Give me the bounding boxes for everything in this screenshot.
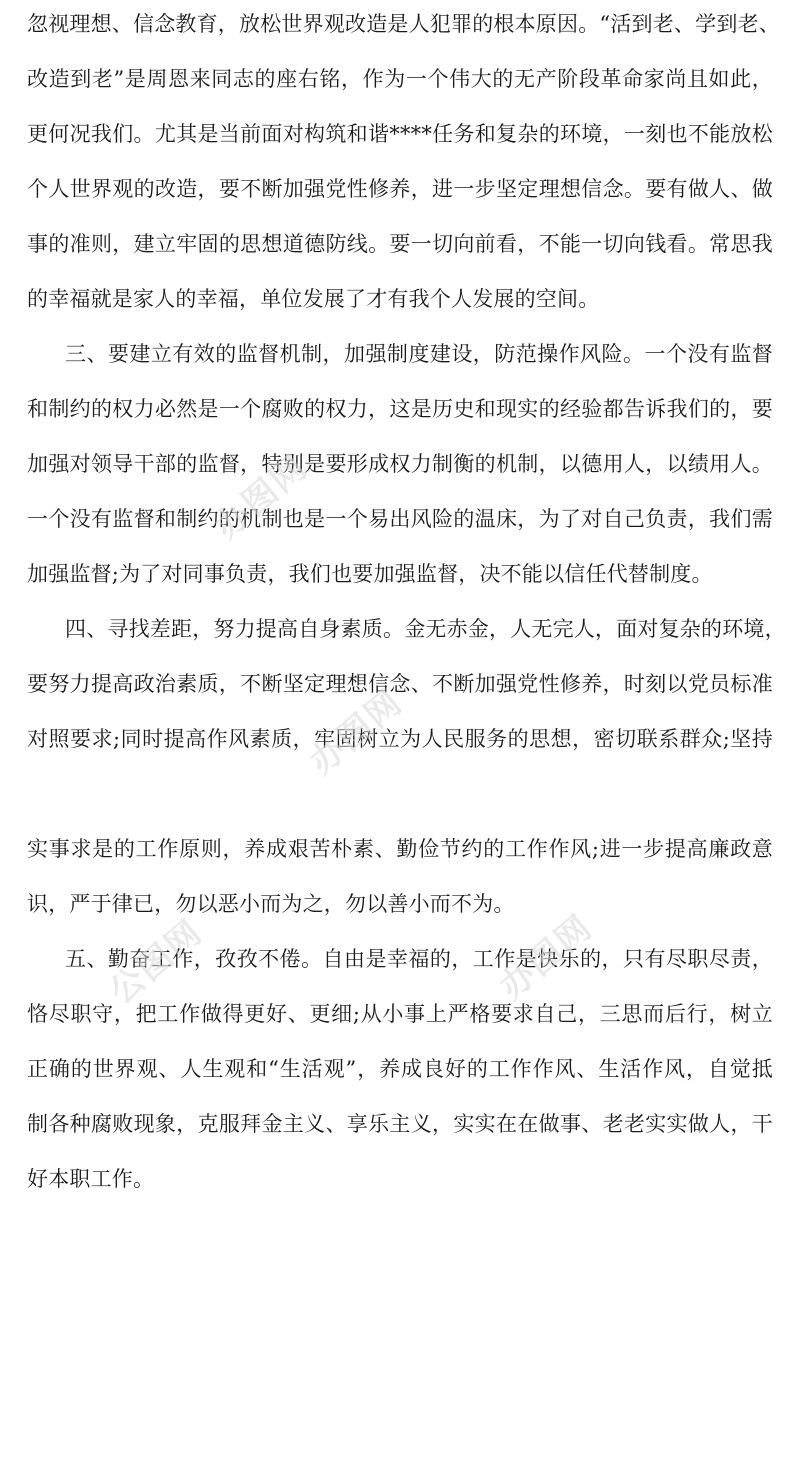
paragraph-line: 改造到老”是周恩来同志的座右铭，作为一个伟大的无产阶段革命家尚且如此， [27,67,773,91]
paragraph-line: 要努力提高政治素质，不断坚定理想信念、不断加强党性修养，时刻以党员标准 [27,672,773,696]
paragraph-line: 制各种腐败现象，克服拜金主义、享乐主义，实实在在做事、老老实实做人，干 [27,1112,773,1136]
paragraph-line: 和制约的权力必然是一个腐败的权力，这是历史和现实的经验都告诉我们的，要 [27,397,773,421]
paragraph-line: 正确的世界观、人生观和“生活观”，养成良好的工作作风、生活作风，自觉抵 [27,1057,773,1081]
watermark-text: 公图网 [102,912,211,1013]
paragraph-line: 更何况我们。尤其是当前面对构筑和谐****任务和复杂的环境，一刻也不能放松 [27,122,773,146]
watermark-text: 办图网 [302,682,411,783]
paragraph-line: 恪尽职守，把工作做得更好、更细;从小事上严格要求自己，三思而后行，树立 [27,1002,773,1026]
paragraph-line: 实事求是的工作原则，养成艰苦朴素、勤俭节约的工作作风;进一步提高廉政意 [27,837,773,861]
paragraph-line: 一个没有监督和制约的机制也是一个易出风险的温床，为了对自己负责，我们需 [27,507,773,531]
paragraph-line: 个人世界观的改造，要不断加强党性修养，进一步坚定理想信念。要有做人、做 [27,177,773,201]
paragraph-line: 加强监督;为了对同事负责，我们也要加强监督，决不能以信任代替制度。 [27,562,713,586]
paragraph-line: 的幸福就是家人的幸福，单位发展了才有我个人发展的空间。 [27,287,600,311]
paragraph-line: 好本职工作。 [27,1167,155,1191]
paragraph-line: 识，严于律已，勿以恶小而为之，勿以善小而不为。 [27,892,515,916]
watermark-text: 办图网 [207,447,316,548]
paragraph-line: 对照要求;同时提高作风素质，牢固树立为人民服务的思想，密切联系群众;坚持 [27,727,773,751]
section-three-line: 三、要建立有效的监督机制，加强制度建设，防范操作风险。一个没有监督 [65,342,773,366]
paragraph-line: 加强对领导干部的监督，特别是要形成权力制衡的机制，以德用人，以绩用人。 [27,452,773,476]
section-four-line: 四、寻找差距，努力提高自身素质。金无赤金，人无完人，面对复杂的环境， [65,617,786,641]
section-five-line: 五、勤奋工作，孜孜不倦。自由是幸福的，工作是快乐的，只有尽职尽责， [65,947,773,971]
watermark-text: 办图网 [492,907,601,1008]
paragraph-line: 事的准则，建立牢固的思想道德防线。要一切向前看，不能一切向钱看。常思我 [27,232,773,256]
paragraph-line: 忽视理想、信念教育，放松世界观改造是人犯罪的根本原因。“活到老、学到老、 [27,12,780,36]
